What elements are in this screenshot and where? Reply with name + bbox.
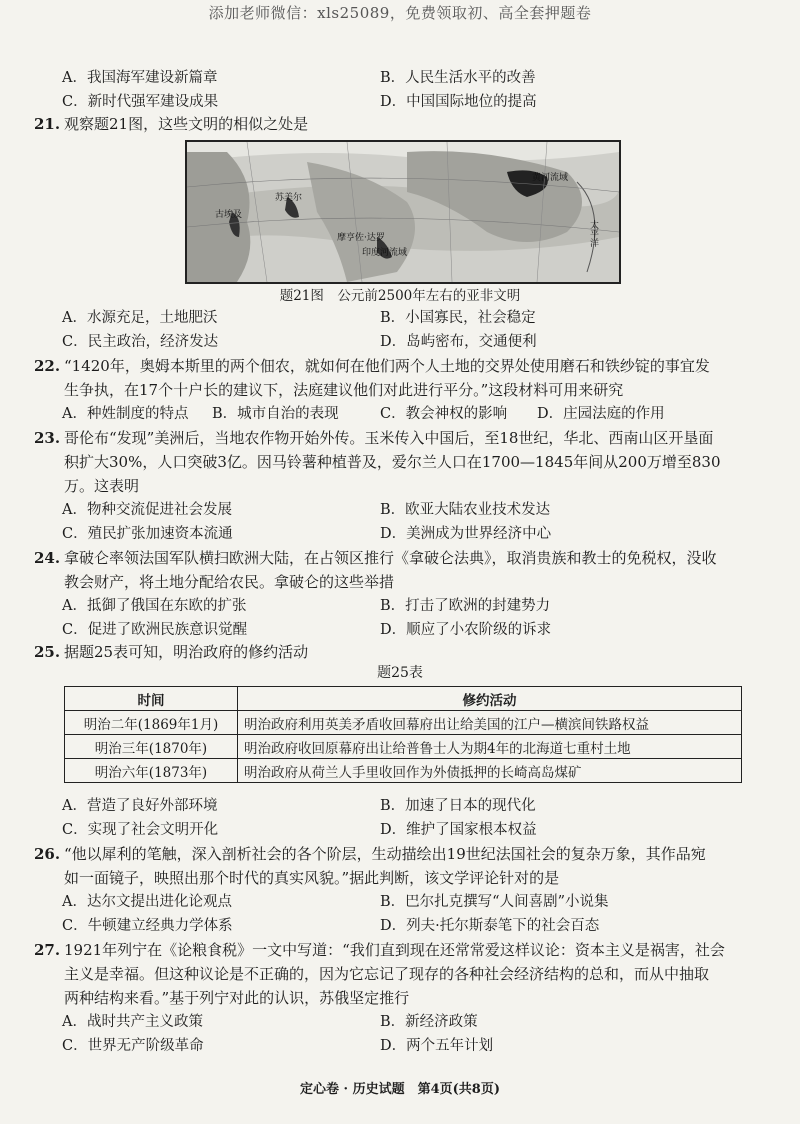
q22-option-c[interactable]: C．教会神权的影响 [380, 406, 508, 422]
question-25 [34, 640, 770, 664]
q22-option-a[interactable]: A．种姓制度的特点 [62, 406, 189, 422]
question-number: 21. [34, 115, 61, 133]
q21-option-c[interactable]: C．民主政治，经济发达 [62, 334, 219, 350]
table-cell-time: 明治二年(1869年1月) [65, 711, 238, 735]
q21-option-b[interactable]: B．小国寡民，社会稳定 [380, 310, 536, 326]
map-label-yellow-river: 黄河流域 [532, 173, 569, 183]
q24-options-row1 [62, 594, 762, 618]
q25-option-b[interactable]: B．加速了日本的现代化 [380, 798, 536, 814]
q26-option-d[interactable]: D．列夫·托尔斯泰笔下的社会百态 [380, 918, 600, 934]
q24-options-row2 [62, 618, 762, 642]
table-header-row [65, 687, 742, 711]
q20-options-row2 [62, 90, 762, 114]
question-26 [34, 842, 770, 890]
q22-option-d[interactable]: D．庄园法庭的作用 [537, 406, 665, 422]
q24-option-c[interactable]: C．促进了欧洲民族意识觉醒 [62, 622, 248, 638]
question-stem-line1: 哥伦布“发现”美洲后，当地农作物开始外传。玉米传入中国后，至18世纪，华北、西南山区开垦面 [64, 429, 714, 447]
question-stem-line3: 两种结构来看。”基于列宁对此的认识，苏俄坚定推行 [64, 989, 410, 1007]
q27-option-c[interactable]: C．世界无产阶级革命 [62, 1038, 204, 1054]
q21-options-row1 [62, 306, 762, 330]
table-caption: 题25表 [377, 665, 423, 681]
question-stem-line1: 1921年列宁在《论粮食税》一文中写道：“我们直到现在还常常爱这样议论：资本主义是祸害，社会 [64, 941, 725, 959]
table-row [65, 759, 742, 783]
question-number: 24. [34, 549, 61, 567]
q23-option-b[interactable]: B．欧亚大陆农业技术发达 [380, 502, 551, 518]
table-cell-activity: 明治政府利用英美矛盾收回幕府出让给美国的江户—横滨间铁路权益 [238, 711, 742, 735]
table-header-activity: 修约活动 [238, 687, 742, 711]
question-stem-line1: “1420年，奥姆本斯里的两个佃农，就如何在他们两个人土地的交界处使用磨石和铁纱锭的事宜发 [64, 357, 710, 375]
q26-options-row1 [62, 890, 762, 914]
map-label-egypt: 古埃及 [215, 210, 243, 220]
map-label-sumer: 苏美尔 [275, 193, 303, 203]
map-figure-21 [185, 140, 621, 284]
watermark-text: 添加老师微信：xls25089，免费领取初、高全套押题卷 [208, 4, 592, 22]
question-stem: 据题25表可知，明治政府的修约活动 [64, 643, 309, 661]
question-number: 27. [34, 941, 61, 959]
question-stem-line2: 生争执，在17个十户长的建议下，法庭建议他们对此进行平分。”这段材料可用来研究 [64, 381, 624, 399]
question-24 [34, 546, 770, 594]
map-label-indus: 印度河流域 [362, 248, 408, 258]
question-27 [34, 938, 770, 1010]
q26-option-b[interactable]: B．巴尔扎克撰写“人间喜剧”小说集 [380, 894, 609, 910]
q23-options-row1 [62, 498, 762, 522]
q24-option-a[interactable]: A．抵御了俄国在东欧的扩张 [62, 598, 247, 614]
page-footer: 定心卷 · 历史试题 第4页(共8页) [300, 1082, 500, 1097]
question-stem-line1: 拿破仑率领法国军队横扫欧洲大陆，在占领区推行《拿破仑法典》，取消贵族和教士的免税权，没收 [64, 549, 717, 567]
q20-options-row1 [62, 66, 762, 90]
question-stem-line2: 如一面镜子，映照出那个时代的真实风貌。”据此判断，该文学评论针对的是 [64, 869, 560, 887]
table-header-time: 时间 [65, 687, 238, 711]
question-23 [34, 426, 770, 498]
q26-option-c[interactable]: C．牛顿建立经典力学体系 [62, 918, 233, 934]
q26-options-row2 [62, 914, 762, 938]
q23-option-c[interactable]: C．殖民扩张加速资本流通 [62, 526, 233, 542]
q26-option-a[interactable]: A．达尔文提出进化论观点 [62, 894, 232, 910]
q23-options-row2 [62, 522, 762, 546]
q23-option-d[interactable]: D．美洲成为世界经济中心 [380, 526, 552, 542]
q24-option-d[interactable]: D．顺应了小农阶级的诉求 [380, 622, 552, 638]
question-stem-line1: “他以犀利的笔触，深入剖析社会的各个阶层，生动描绘出19世纪法国社会的复杂万象，其作品宛 [64, 845, 706, 863]
asia-africa-map [187, 142, 619, 282]
table-cell-time: 明治六年(1873年) [65, 759, 238, 783]
q22-option-b[interactable]: B．城市自治的表现 [212, 406, 339, 422]
question-stem-line2: 主义是幸福。但这种议论是不正确的，因为它忘记了现存的各种社会经济结构的总和，而从中抽取 [64, 965, 710, 983]
q21-option-a[interactable]: A．水源充足，土地肥沃 [62, 310, 218, 326]
q22-options-row [62, 402, 762, 426]
question-stem: 观察题21图，这些文明的相似之处是 [64, 115, 309, 133]
q25-options-row1 [62, 794, 762, 818]
map-label-pacific: 太平洋 [588, 220, 598, 247]
table-cell-activity: 明治政府收回原幕府出让给普鲁士人为期4年的北海道七重村土地 [238, 735, 742, 759]
q27-option-d[interactable]: D．两个五年计划 [380, 1038, 494, 1054]
q25-options-row2 [62, 818, 762, 842]
q20-option-d[interactable]: D．中国国际地位的提高 [380, 94, 537, 110]
question-number: 25. [34, 643, 61, 661]
q27-options-row1 [62, 1010, 762, 1034]
q24-option-b[interactable]: B．打击了欧洲的封建势力 [380, 598, 551, 614]
table-cell-time: 明治三年(1870年) [65, 735, 238, 759]
q27-options-row2 [62, 1034, 762, 1058]
question-stem-line2: 教会财产，将土地分配给农民。拿破仑的这些举措 [64, 573, 395, 591]
q21-options-row2 [62, 330, 762, 354]
q20-option-c[interactable]: C．新时代强军建设成果 [62, 94, 219, 110]
q21-option-d[interactable]: D．岛屿密布，交通便利 [380, 334, 537, 350]
q20-option-b[interactable]: B．人民生活水平的改善 [380, 70, 536, 86]
q25-option-a[interactable]: A．营造了良好外部环境 [62, 798, 218, 814]
question-22 [34, 354, 770, 402]
q20-option-a[interactable]: A．我国海军建设新篇章 [62, 70, 218, 86]
q27-option-b[interactable]: B．新经济政策 [380, 1014, 478, 1030]
question-21 [34, 112, 770, 136]
question-stem-line2: 积扩大30%，人口突破3亿。因马铃薯种植普及，爱尔兰人口在1700—1845年间从200万增至830 [64, 453, 721, 471]
question-number: 22. [34, 357, 61, 375]
table-row [65, 735, 742, 759]
table-25 [64, 686, 742, 783]
map-caption: 题21图 公元前2500年左右的亚非文明 [279, 288, 521, 304]
question-number: 26. [34, 845, 61, 863]
question-stem-line3: 万。这表明 [64, 477, 140, 495]
q25-option-d[interactable]: D．维护了国家根本权益 [380, 822, 537, 838]
table-cell-activity: 明治政府从荷兰人手里收回作为外债抵押的长崎高岛煤矿 [238, 759, 742, 783]
table-row [65, 711, 742, 735]
q23-option-a[interactable]: A．物种交流促进社会发展 [62, 502, 232, 518]
question-number: 23. [34, 429, 61, 447]
q27-option-a[interactable]: A．战时共产主义政策 [62, 1014, 203, 1030]
q25-option-c[interactable]: C．实现了社会文明开化 [62, 822, 219, 838]
map-label-harappa: 摩亨佐·达罗 [337, 233, 385, 243]
